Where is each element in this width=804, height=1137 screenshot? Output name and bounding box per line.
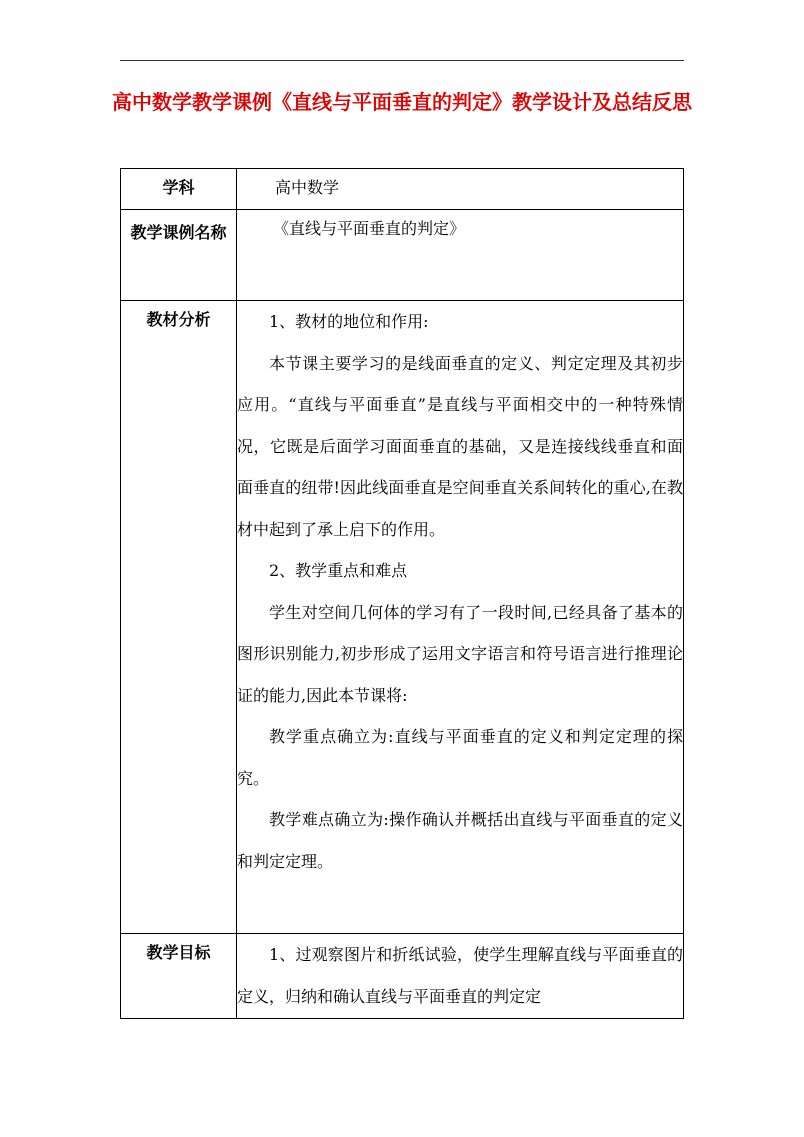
subject-label: 学科 (121, 169, 237, 210)
goals-label: 教学目标 (121, 934, 237, 1019)
subject-cell (237, 169, 684, 210)
table-row-lesson-name (121, 210, 684, 301)
analysis-paragraph: 1、教材的地位和作用: (269, 312, 429, 331)
analysis-label: 教材分析 (121, 301, 237, 934)
goals-cell (237, 934, 684, 1019)
analysis-paragraph: 2、教学重点和难点 (269, 561, 408, 580)
analysis-paragraph: 学生对空间几何体的学习有了一段时间,已经具备了基本的图形识别能力,初步形成了运用文字语言和符号语言进行推理论证的能力,因此本节课将: (237, 602, 683, 705)
document-title: 高中数学教学课例《直线与平面垂直的判定》教学设计及总结反思 (112, 90, 692, 114)
subject-value: 高中数学 (275, 178, 340, 197)
lesson-table (120, 168, 684, 1019)
analysis-paragraph: 教学重点确立为:直线与平面垂直的定义和判定定理的探究。 (237, 727, 683, 788)
analysis-paragraph: 教学难点确立为:操作确认并概括出直线与平面垂直的定义和判定定理。 (237, 810, 683, 871)
lesson-name-label: 教学课例名称 (121, 210, 237, 301)
analysis-paragraph: 本节课主要学习的是线面垂直的定义、判定定理及其初步应用。“直线与平面垂直”是直线与平面相交中的一种特殊情况，它既是后面学习面面垂直的基础，又是连接线线垂直和面面垂直的纽带!因此线面垂直是空间垂直关系间转化的重心,在教材中起到了承上启下的作用。 (237, 353, 683, 539)
analysis-cell (237, 301, 684, 934)
goals-paragraph: 1、过观察图片和折纸试验，使学生理解直线与平面垂直的定义，归纳和确认直线与平面垂直的判定定 (237, 945, 683, 1006)
lesson-name-cell (237, 210, 684, 301)
table-row-subject (121, 169, 684, 210)
lesson-name-value: 《直线与平面垂直的判定》 (273, 219, 466, 238)
header-rule (120, 60, 684, 61)
table-row-analysis (121, 301, 684, 934)
table-row-goals (121, 934, 684, 1019)
